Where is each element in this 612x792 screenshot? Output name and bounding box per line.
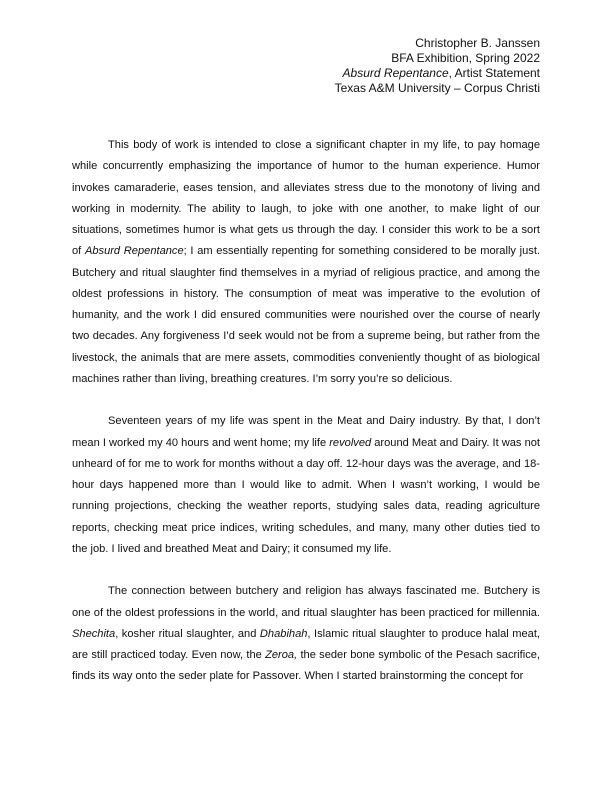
paragraph-text: This body of work is intended to close a significant chapter in my life, to pay homage while concurrently emphasizing the importance of humor to the human experience. Humor invokes camaraderie, eases tension, and alleviates stress due to the monotony of living and working in modernity. The ability to laugh, to joke with one another, to make light of our situations, sometimes humor is what gets us through the day. I consider this work to be a sort of — [72, 139, 540, 258]
document-title-rest: , Artist Statement — [448, 66, 540, 80]
paragraph-text: , Islamic ritual slaughter to produce halal meat, are still practiced today. Even now, the — [72, 627, 540, 661]
paragraph-italic-term: Dhabihah — [259, 627, 308, 640]
paragraph-2 — [72, 411, 540, 560]
exhibition-line: BFA Exhibition, Spring 2022 — [391, 51, 540, 65]
document-title-italic: Absurd Repentance — [342, 66, 449, 80]
header-block — [335, 36, 540, 96]
paragraph-text: The connection between butchery and religion has always fascinated me. Butchery is one of the oldest professions in the world, and ritual slaughter has been practiced for millennia. — [72, 585, 540, 619]
paragraph-1 — [72, 135, 540, 390]
document-title-line — [335, 66, 540, 81]
author-name: Christopher B. Janssen — [415, 36, 540, 50]
paragraph-text: the seder bone symbolic of the Pesach sacrifice, finds its way onto the seder plate for Passover. When I started brainstorming the concept for — [72, 649, 540, 683]
statement-body — [72, 135, 540, 688]
paragraph-3 — [72, 581, 540, 687]
paragraph-italic-term: Shechita — [72, 627, 116, 640]
paragraph-text: around Meat and Dairy. It was not unheard of for me to work for months without a day off. 12-hour days was the average, and 18-hour days happened more than I would like to admit. When I wasn’t working, I would be running projections, checking the weather reports, studying sales data, reading agriculture reports, checking meat price indices, writing schedules, and many, many other duties tied to the job. I lived and breathed Meat and Dairy; it consumed my life. — [72, 436, 540, 555]
institution-line: Texas A&M University – Corpus Christi — [334, 81, 540, 95]
paragraph-text: , kosher ritual slaughter, and — [115, 627, 260, 640]
paragraph-italic-term: Absurd Repentance — [84, 245, 184, 258]
paragraph-text: Seventeen years of my life was spent in the Meat and Dairy industry. By that, I don’t mean I worked my 40 hours and went home; my life — [72, 415, 540, 449]
paragraph-text: ; I am essentially repenting for something considered to be morally just. Butchery and ritual slaughter find themselves in a myriad of religious practice, and among the oldest professions in history. The consumption of meat was imperative to the evolution of humanity, and the work I did ensured communities were nourished over the course of nearly two decades. Any forgiveness I’d seek would not be from a supreme being, but rather from the livestock, the animals that are mere assets, commodities conveniently thought of as biological machines rather than living, breathing creatures. I’m sorry you’re so delicious. — [72, 245, 540, 385]
paragraph-italic-term: Zeroa, — [265, 649, 298, 661]
paragraph-italic-term: revolved — [329, 436, 372, 449]
